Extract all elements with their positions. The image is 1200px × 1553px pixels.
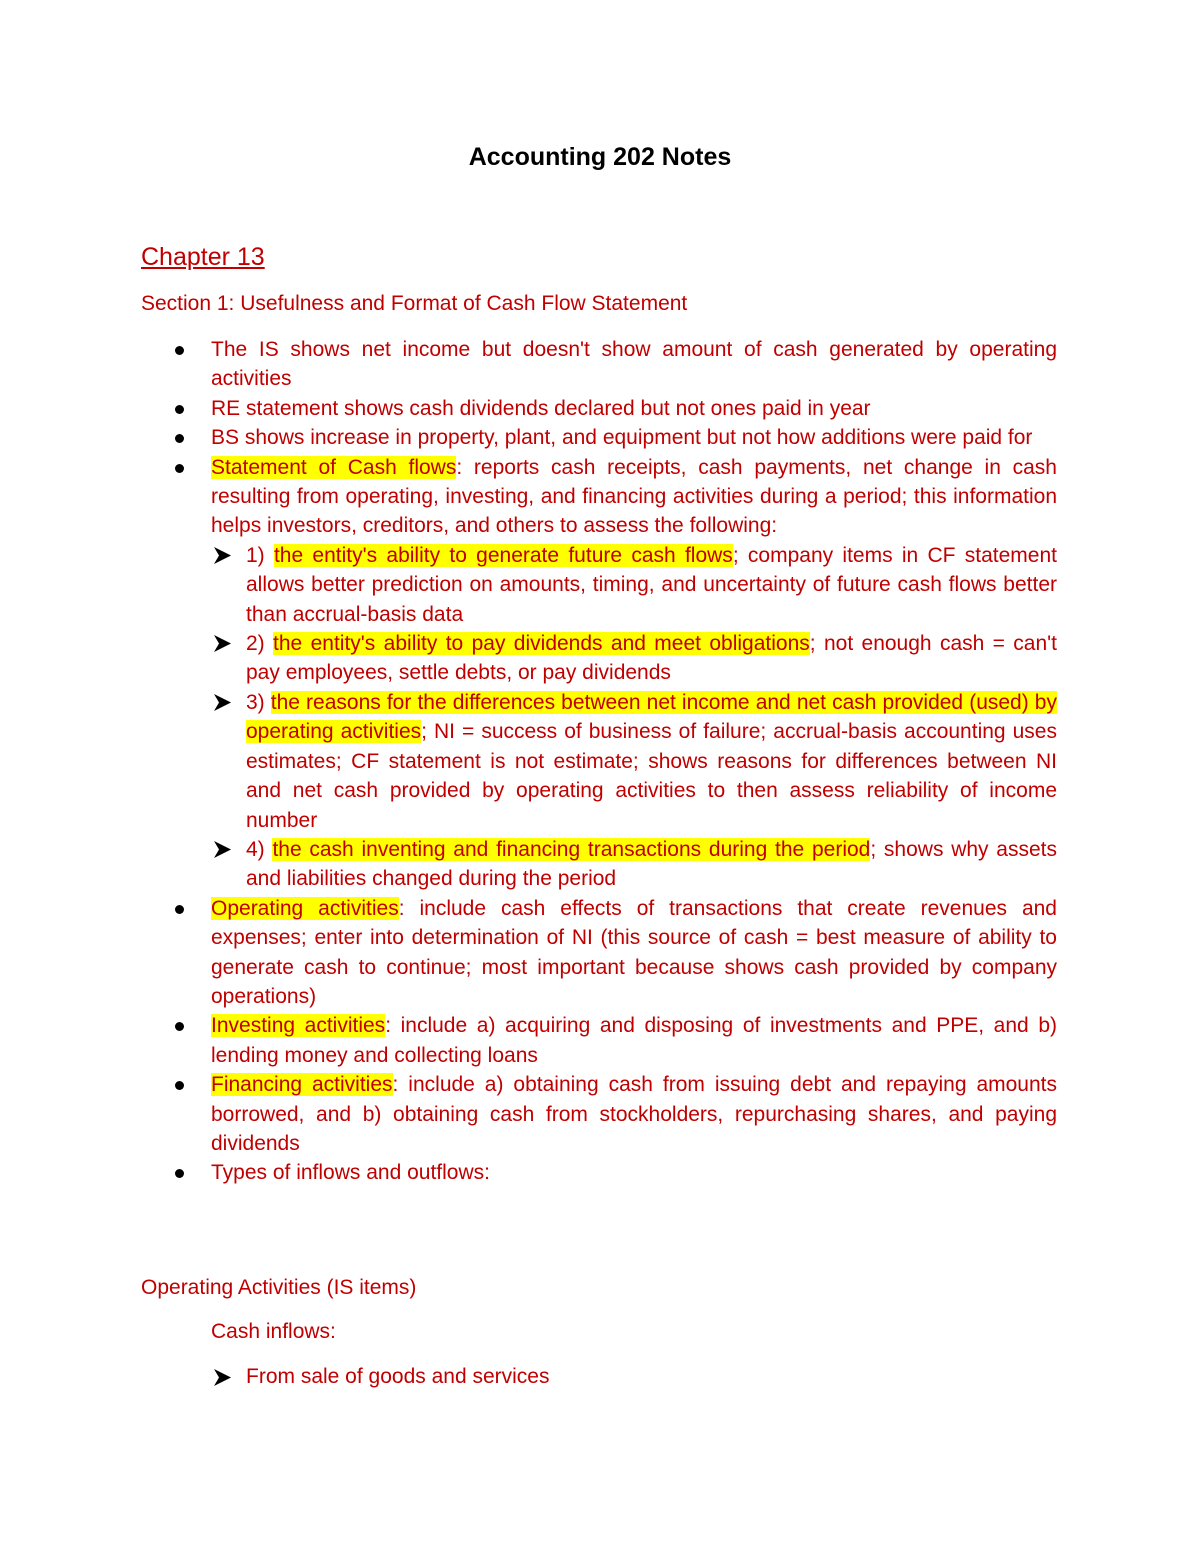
sub-bullet-number: 1) [246,543,274,567]
cash-inflow-item [246,1362,549,1392]
sub-bullet-text: ; not enough cash = can't pay employees, settle debts, or pay dividends [246,632,1057,685]
notes-body [141,335,1057,1188]
highlighted-term: the reasons for the differences between net income and net cash provided (used) by operating activities [246,690,1057,744]
chapter-heading: Chapter 13 [141,243,265,271]
bullet-text: : reports cash receipts, cash payments, net change in cash resulting from operating, investing, and financing activities during a period; this information helps investors, creditors, and others to assess the following: [211,455,1057,538]
bullet-item-financing-activities [211,1070,1057,1158]
bullet-text: : include a) obtaining cash from issuing debt and repaying amounts borrowed, and b) obtaining cash from stockholders, repurchasing shares, and paying dividends [211,1073,1057,1155]
bullet-dot-icon [175,346,184,355]
document-title: Accounting 202 Notes [468,143,732,171]
bullet-dot-icon [175,464,184,473]
bullet-item-investing-activities [211,1011,1057,1070]
sub-bullet-list [211,541,1057,894]
bullet-dot-icon [175,1169,184,1178]
highlighted-term: the cash inventing and financing transactions during the period [272,837,871,861]
section-heading: Section 1: Usefulness and Format of Cash Flow Statement [141,292,688,315]
arrowhead-bullet-icon [211,835,235,864]
sub-bullet-text: ; NI = success of business of failure; accrual-basis accounting uses estimates; CF statement is not estimate; shows reasons for differences between NI and net cash provided by operating activities to then assess reliability of income number [246,720,1057,832]
arrowhead-bullet-icon [211,541,235,570]
arrowhead-bullet-icon [211,1363,235,1392]
sub-bullet-item-net-income-differences [246,688,1057,835]
bullet-dot-icon [175,434,184,443]
bullet-text: : include cash effects of transactions that create revenues and expenses; enter into determination of NI (this source of cash = best measure of ability to generate cash to continue; most important because shows cash provided by company operations) [211,896,1057,1008]
bullet-text: BS shows increase in property, plant, and equipment but not how additions were paid for [211,426,1033,450]
sub-bullet-text: ; company items in CF statement allows better prediction on amounts, timing, and uncertainty of future cash flows better than accrual-basis data [246,543,1057,626]
bullet-dot-icon [175,1022,184,1031]
highlighted-term: Statement of Cash flows [211,455,457,479]
bullet-dot-icon [175,1081,184,1090]
highlighted-term: the entity's ability to pay dividends and meet obligations [273,632,810,656]
highlighted-term: Investing activities [211,1014,386,1038]
highlighted-term: Operating activities [211,896,399,920]
bullet-text: RE statement shows cash dividends declared but not ones paid in year [211,396,871,420]
highlighted-term: the entity's ability to generate future cash flows [273,543,733,567]
bullet-item-inflows-outflows [211,1158,1057,1187]
bullet-item-statement-of-cash-flows [211,453,1057,894]
bullet-dot-icon [175,905,184,914]
sub-bullet-number: 4) [246,837,273,861]
arrowhead-bullet-icon [211,629,235,658]
sub-bullet-item-investing-financing-transactions [246,835,1057,894]
arrowhead-bullet-icon [211,688,235,717]
sub-bullet-number: 3) [246,690,271,714]
bullet-item-operating-activities [211,894,1057,1012]
bullet-text: Types of inflows and outflows: [211,1161,490,1185]
sub-bullet-item-pay-dividends [246,629,1057,688]
bullet-item-retained-earnings [211,394,1057,423]
bullet-dot-icon [175,405,184,414]
cash-inflow-text: From sale of goods and services [246,1365,550,1388]
sub-bullet-item-future-cash-flows [246,541,1057,629]
bullet-text: The IS shows net income but doesn't show amount of cash generated by operating activities [211,338,1057,391]
bullet-list [141,335,1057,1188]
highlighted-term: Financing activities [211,1073,393,1097]
operating-activities-heading: Operating Activities (IS items) [141,1276,417,1299]
sub-bullet-text: ; shows why assets and liabilities changed during the period [246,837,1057,891]
bullet-text: : include a) acquiring and disposing of investments and PPE, and b) lending money and collecting loans [211,1014,1057,1067]
bullet-item-income-statement [211,335,1057,394]
bullet-item-balance-sheet [211,423,1057,452]
sub-bullet-number: 2) [246,632,274,656]
cash-inflows-label: Cash inflows: [211,1320,336,1343]
